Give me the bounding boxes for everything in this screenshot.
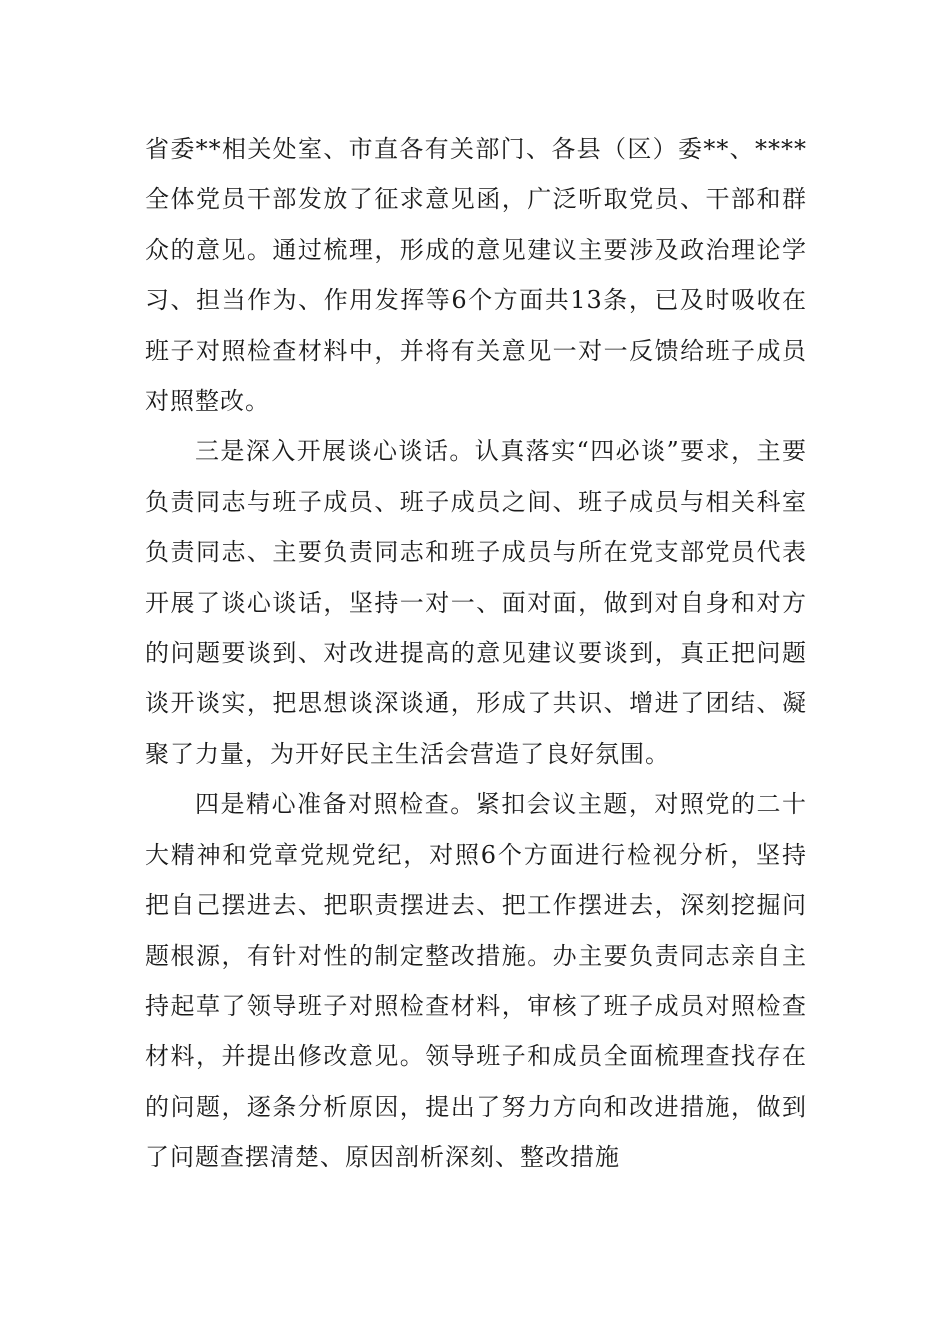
paragraph-heart-to-heart-talks: 三是深入开展谈心谈话。认真落实“四必谈”要求，主要负责同志与班子成员、班子成员之间、班子成员与相关科室负责同志、主要负责同志和班子成员与所在党支部党员代表开展了谈心谈话，坚持一对一、面对面，做到对自身和对方的问题要谈到、对改进提高的意见建议要谈到，真正把问题谈开谈实，把思想谈深谈通，形成了共识、增进了团结、凝聚了力量，为开好民主生活会营造了良好氛围。 (145, 437, 807, 768)
paragraph-self-examination-preparation: 四是精心准备对照检查。紧扣会议主题，对照党的二十大精神和党章党规党纪，对照6个方面进行检视分析，坚持把自己摆进去、把职责摆进去、把工作摆进去，深刻挖掘问题根源，有针对性的制定整改措施。办主要负责同志亲自主持起草了领导班子对照检查材料，审核了班子成员对照检查材料，并提出修改意见。领导班子和成员全面梳理查找存在的问题，逐条分析原因，提出了努力方向和改进措施，做到了问题查摆清楚、原因剖析深刻、整改措施 (145, 790, 807, 1172)
document-body (145, 124, 807, 1183)
paragraph-opinion-solicitation: 省委**相关处室、市直各有关部门、各县（区）委**、****全体党员干部发放了征求意见函，广泛听取党员、干部和群众的意见。通过梳理，形成的意见建议主要涉及政治理论学习、担当作为、作用发挥等6个方面共13条，已及时吸收在班子对照检查材料中，并将有关意见一对一反馈给班子成员对照整改。 (145, 135, 807, 416)
